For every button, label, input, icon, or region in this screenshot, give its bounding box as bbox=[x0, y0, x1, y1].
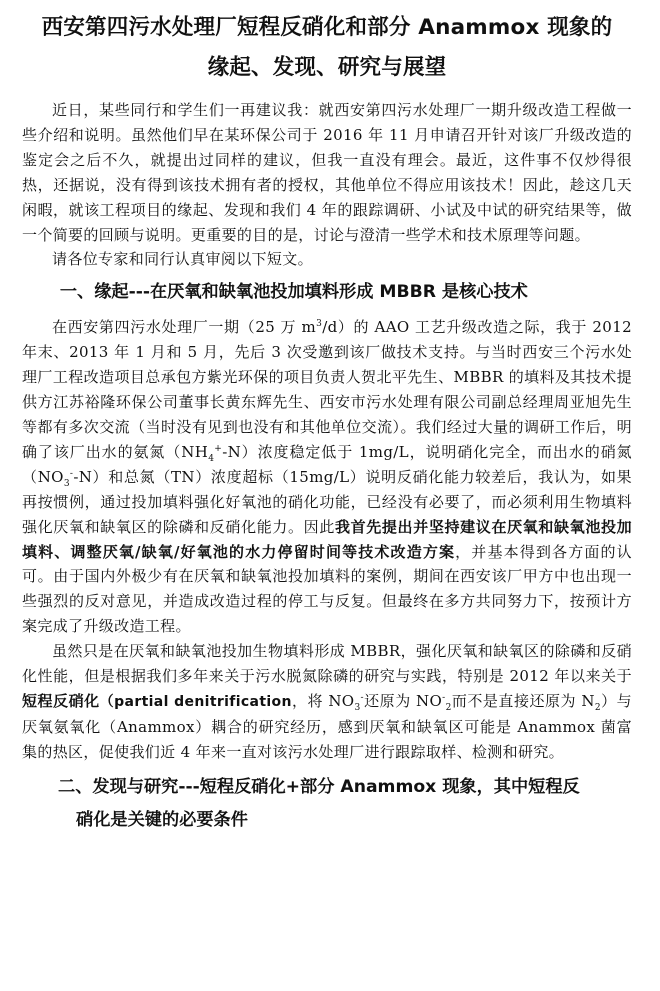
s1p1-sup-3: 3 bbox=[316, 319, 323, 330]
title-line-2: 缘起、发现、研究与展望 bbox=[207, 55, 447, 80]
s1p1-sup-plus: + bbox=[214, 443, 223, 454]
s1p2-bold-cn: 短程反硝化 bbox=[22, 691, 100, 710]
section-1-paragraph-2 bbox=[22, 639, 632, 765]
s1p2-text-e: ）与厌氧氨氧化（Anammox）耦合的研究经历，感到厌氧和缺氧区可能是 Anammox 菌富集的热区，促使我们近 4 年来一直对该污水处理厂进行跟踪取样、检测和研究。 bbox=[22, 691, 632, 761]
s1p1-sub-4: 4 bbox=[208, 453, 215, 464]
s1p2-text-c: 还原为 NO bbox=[363, 691, 443, 710]
s1p2-sup-minus-2: - bbox=[442, 692, 446, 703]
s1p2-bold-en: （partial denitrification bbox=[99, 693, 292, 710]
s1p1-text-a: 在西安第四污水处理厂一期（25 万 m bbox=[52, 318, 317, 337]
s1p1-sub-3: 3 bbox=[63, 478, 70, 489]
intro-paragraph-2: 请各位专家和同行认真审阅以下短文。 bbox=[52, 250, 313, 269]
section-2-heading bbox=[22, 771, 632, 837]
s1p2-text-a: 虽然只是在厌氧和缺氧池投加生物填料形成 MBBR，强化厌氧和缺氧区的除磷和反硝化性能，但是根据我们多年来关于污水脱氮除磷的研究与实践，特别是 2012 年以来关于 bbox=[22, 642, 632, 686]
section-2-heading-line-1: 二、发现与研究---短程反硝化+部分 Anammox 现象，其中短程反 bbox=[58, 776, 580, 797]
intro-paragraph-1: 近日，某些同行和学生们一再建议我：就西安第四污水处理厂一期升级改造工程做一些介绍和说明。虽然他们早在某环保公司于 2016 年 11 月申请召开针对该厂升级改造的鉴定会之后不久，就提出过同样的建议，但我一直没有理会。最近，这件事不仅炒得很热，还据说，没有得到该技术拥有者的授权，其他单位不得应用该技术！因此，趁这几天闲暇，就该工程项目的缘起、发现和我们 4 年的跟踪调研、小试及中试的研究结果等，做一个简要的回顾与说明。更重要的目的是，讨论与澄清一些学术和技术原理等问题。 bbox=[22, 101, 632, 244]
document-title bbox=[22, 8, 632, 88]
s1p2-text-b: ，将 NO bbox=[291, 691, 355, 710]
s1p1-bold-proposal: 我首先提出并坚持建议在厌氧和缺氧池投加填料、调整厌氧/缺氧/好氧池的水力停留时间等技术改造方案 bbox=[22, 517, 632, 561]
s1p2-sub-2: 2 bbox=[445, 702, 452, 713]
title-line-1: 西安第四污水处理厂短程反硝化和部分 Anammox 现象的 bbox=[41, 15, 613, 40]
s1p1-text-b: /d）的 AAO 工艺升级改造之际，我于 2012 年末、2013 年 1 月和 5 月，先后 3 次受邀到该厂做技术支持。与当时西安三个污水处理厂工程改造项目总承包方紫光环保的项目负责人贺北平先生、MBBR 的填料及其技术提供方江苏裕隆环保公司董事长黄东辉先生、西安市污水处理有限公司副总经理周亚旭先生等都有多次交流（当时没有见到也没有和其他单位交流）。我们经过大量的调研工作后，明确了该厂出水的氨氮（NH bbox=[22, 318, 632, 461]
section-2-heading-line-2: 硝化是关键的必要条件 bbox=[76, 809, 248, 830]
s1p1-text-c: -N）浓度稳定低于 1mg/L，说明硝化完全，而出水的硝氮（NO bbox=[22, 442, 632, 486]
s1p2-text-d: 而不是直接还原为 N bbox=[451, 691, 595, 710]
s1p1-sup-minus: - bbox=[69, 468, 74, 479]
section-1-paragraph-1 bbox=[22, 315, 632, 639]
s1p2-sub-n2: 2 bbox=[594, 702, 601, 713]
s1p2-sup-minus: - bbox=[360, 692, 364, 703]
s1p1-text-d: -N）和总氮（TN）浓度超标（15mg/L）说明反硝化能力较差后，我认为，如果再按惯例，通过投加填料强化好氧池的硝化功能，已经没有必要了，而必须利用生物填料强化厌氧和缺氧区的除磷和反硝化能力。因此 bbox=[22, 467, 632, 536]
s1p2-sub-3: 3 bbox=[354, 702, 361, 713]
s1p1-text-e: ，并基本得到各方面的认可。由于国内外极少有在厌氧和缺氧池投加填料的案例，期间在西安该厂甲方中也出现一些强烈的反对意见，并造成改造过程的停工与反复。但最终在多方共同努力下，按预计方案完成了升级改造工程。 bbox=[22, 542, 633, 636]
section-1-heading: 一、缘起---在厌氧和缺氧池投加填料形成 MBBR 是核心技术 bbox=[59, 282, 528, 303]
